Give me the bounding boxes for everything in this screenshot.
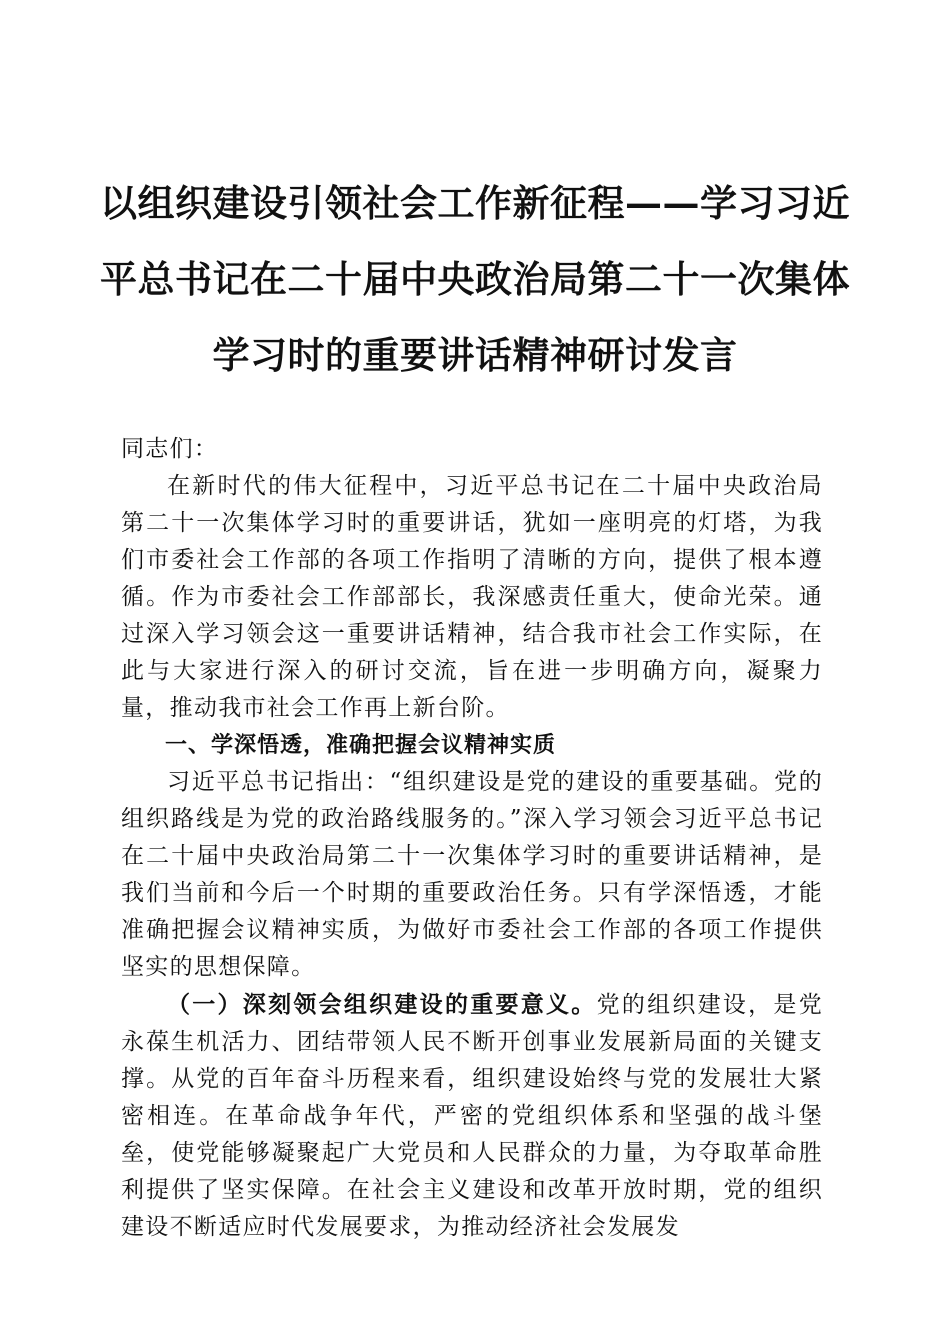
document-body <box>121 431 823 1246</box>
subsection-1-text: 党的组织建设，是党永葆生机活力、团结带领人民不断开创事业发展新局面的关键支撑。从党的百年奋斗历程来看，组织建设始终与党的发展壮大紧密相连。在革命战争年代，严密的党组织体系和坚强的战斗堡垒，使党能够凝聚起广大党员和人民群众的力量，为夺取革命胜利提供了坚实保障。在社会主义建设和改革开放时期，党的组织建设不断适应时代发展要求，为推动经济社会发展发 <box>121 992 824 1240</box>
subsection-1-paragraph <box>121 986 823 1246</box>
salutation: 同志们： <box>121 436 219 462</box>
intro-paragraph: 在新时代的伟大征程中，习近平总书记在二十届中央政治局第二十一次集体学习时的重要讲话，犹如一座明亮的灯塔，为我们市委社会工作部的各项工作指明了清晰的方向，提供了根本遵循。作为市委社会工作部部长，我深感责任重大，使命光荣。通过深入学习领会这一重要讲话精神，结合我市社会工作实际，在此与大家进行深入的研讨交流，旨在进一步明确方向，凝聚力量，推动我市社会工作再上新台阶。 <box>121 473 823 721</box>
document-title: 以组织建设引领社会工作新征程——学习习近平总书记在二十届中央政治局第二十一次集体学习时的重要讲话精神研讨发言 <box>100 181 850 377</box>
section-1-paragraph: 习近平总书记指出：“组织建设是党的建设的重要基础。党的组织路线是为党的政治路线服务的。”深入学习领会习近平总书记在二十届中央政治局第二十一次集体学习时的重要讲话精神，是我们当前和今后一个时期的重要政治任务。只有学深悟透，才能准确把握会议精神实质，为做好市委社会工作部的各项工作提供坚实的思想保障。 <box>121 769 823 980</box>
section-heading-1: 一、学深悟透，准确把握会议精神实质 <box>165 733 557 758</box>
subsection-1-lead: （一）深刻领会组织建设的重要意义。 <box>167 991 597 1018</box>
